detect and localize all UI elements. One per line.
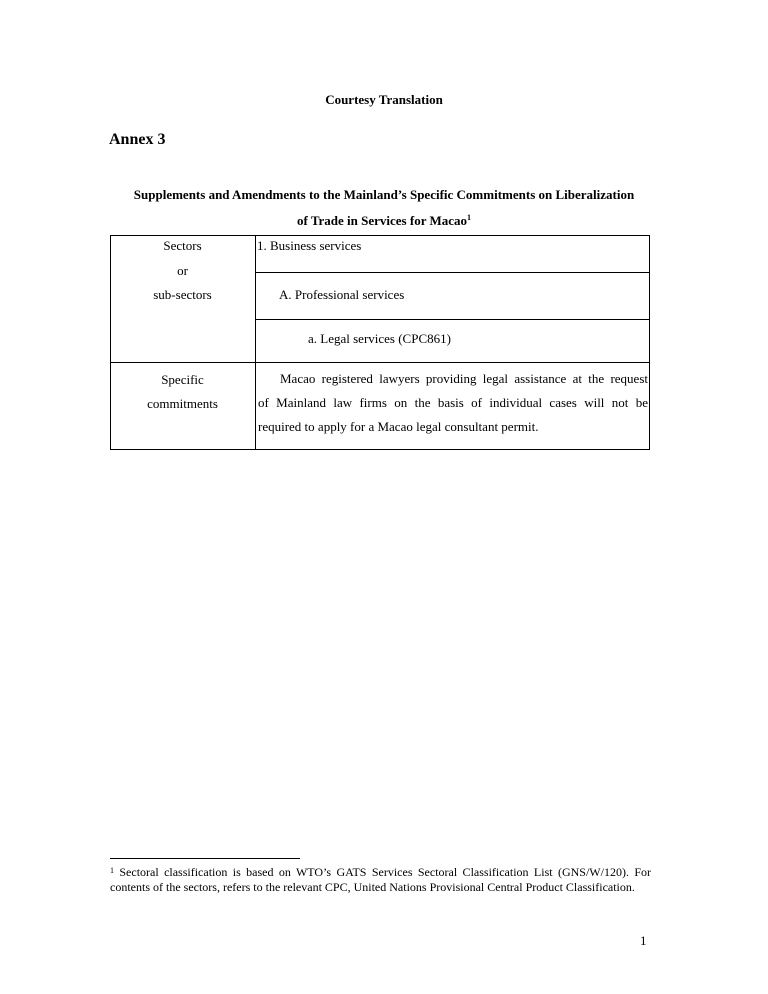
table-border-bottom — [110, 449, 650, 450]
footnote-separator — [110, 858, 300, 859]
document-heading — [100, 182, 668, 234]
label-or: or — [177, 263, 188, 278]
commitment-line-3: required to apply for a Macao legal consultant permit. — [258, 419, 539, 434]
table-row-divider-1 — [255, 272, 650, 273]
heading-line-2-text: of Trade in Services for Macao — [296, 213, 468, 228]
page-number: 1 — [640, 933, 647, 948]
table-border-right — [649, 235, 650, 450]
label-sub-sectors: sub-sectors — [153, 287, 212, 302]
table-row-divider-2 — [255, 319, 650, 320]
commitment-line-2: of Mainland law firms on the basis of individual cases will not be — [258, 395, 648, 410]
annex-title: Annex 3 — [109, 131, 166, 148]
commitment-line-1: Macao registered lawyers providing legal assistance at the request — [280, 371, 648, 386]
subsector-professional-services: A. Professional services — [279, 287, 405, 302]
label-commitments: commitments — [147, 396, 218, 411]
subsector-legal-services: a. Legal services (CPC861) — [308, 331, 451, 346]
commitment-text — [258, 367, 648, 439]
courtesy-translation-label: Courtesy Translation — [325, 92, 443, 107]
table-row-divider-3 — [110, 362, 650, 363]
heading-line-2 — [100, 208, 668, 234]
footnote — [110, 865, 651, 895]
label-sectors: Sectors — [163, 238, 202, 253]
table-column-divider — [255, 235, 256, 450]
table-border-top — [110, 235, 650, 236]
heading-line-1: Supplements and Amendments to the Mainland’s Specific Commitments on Liberalization — [133, 187, 635, 202]
footnote-text: Sectoral classification is based on WTO’s GATS Services Sectoral Classification List (GNS/W/120). For contents of the sectors, refers to the relevant CPC, United Nations Provisional Central Product Classification. — [110, 865, 651, 894]
label-specific: Specific — [161, 372, 204, 387]
footnote-marker: 1 — [110, 866, 114, 875]
heading-footnote-ref: 1 — [467, 213, 472, 222]
sector-business-services: 1. Business services — [257, 238, 362, 253]
